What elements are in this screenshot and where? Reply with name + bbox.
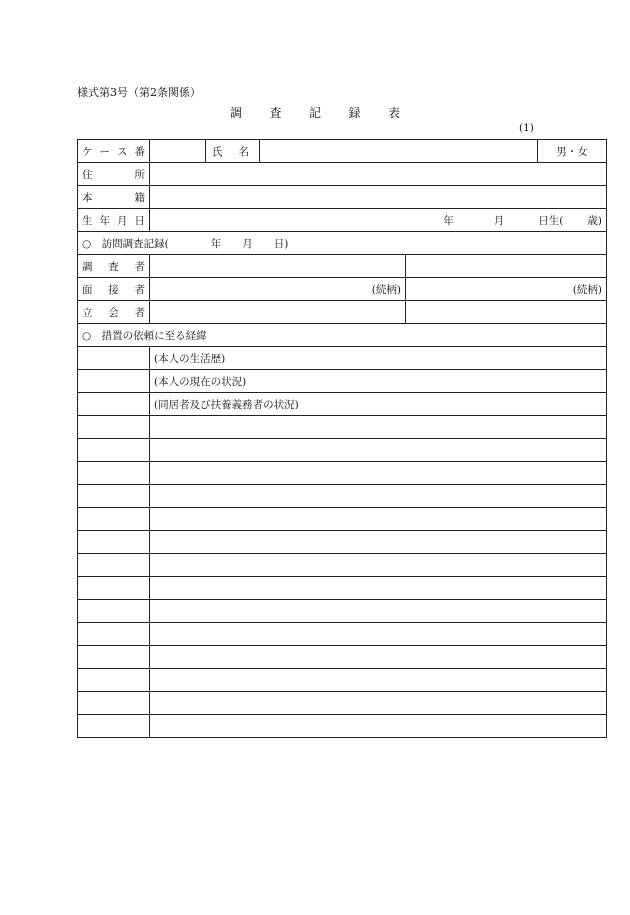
title-char: 調 [230, 106, 243, 120]
process-heading: ○ 措置の依頼に至る経緯 [78, 324, 607, 347]
notes-cell[interactable] [150, 646, 607, 669]
notes-cell[interactable] [150, 600, 607, 623]
notes-row [78, 393, 607, 416]
title-char: 表 [387, 106, 400, 120]
relation-label: (続柄) [371, 283, 401, 296]
record-table [77, 139, 607, 738]
title-char: 録 [348, 106, 361, 120]
domicile-row [78, 186, 607, 209]
notes-left-cell[interactable] [78, 508, 150, 531]
notes-cell[interactable] [150, 439, 607, 462]
address-field[interactable] [150, 163, 607, 186]
dob-month: 月 [493, 214, 505, 227]
cohabitants-cell[interactable] [150, 393, 607, 416]
page-number: (1) [519, 122, 534, 134]
witness-label: 立 会 者 [78, 301, 150, 324]
life-history-cell[interactable] [150, 347, 607, 370]
notes-cell[interactable] [150, 485, 607, 508]
dob-row [78, 209, 607, 232]
interviewee-row [78, 278, 607, 301]
case-no-label: ケ ー ス 番 [78, 140, 150, 163]
notes-left-cell[interactable] [78, 347, 150, 370]
notes-left-cell[interactable] [78, 393, 150, 416]
domicile-field[interactable] [150, 186, 607, 209]
investigator-field-2[interactable] [406, 255, 607, 278]
notes-left-cell[interactable] [78, 485, 150, 508]
visit-heading-row [78, 232, 607, 255]
notes-cell[interactable] [150, 577, 607, 600]
witness-field-1[interactable] [150, 301, 406, 324]
notes-left-cell[interactable] [78, 462, 150, 485]
dob-age: 歳) [587, 214, 602, 227]
witness-row [78, 301, 607, 324]
investigator-field-1[interactable] [150, 255, 406, 278]
case-row [78, 140, 607, 163]
life-history-label: (本人の生活歴) [154, 352, 226, 365]
notes-row [78, 623, 607, 646]
notes-left-cell[interactable] [78, 554, 150, 577]
notes-left-cell[interactable] [78, 692, 150, 715]
notes-row [78, 531, 607, 554]
notes-left-cell[interactable] [78, 531, 150, 554]
notes-left-cell[interactable] [78, 416, 150, 439]
notes-cell[interactable] [150, 508, 607, 531]
dob-year: 年 [443, 214, 454, 227]
address-row [78, 163, 607, 186]
visit-heading: ○ 訪問調査記録( 年 月 日) [78, 232, 607, 255]
current-status-label: (本人の現在の状況) [154, 375, 247, 388]
notes-row [78, 439, 607, 462]
notes-left-cell[interactable] [78, 370, 150, 393]
process-heading-row [78, 324, 607, 347]
notes-row [78, 577, 607, 600]
notes-left-cell[interactable] [78, 600, 150, 623]
interviewee-field-2[interactable] [406, 278, 607, 301]
notes-cell[interactable] [150, 669, 607, 692]
name-label: 氏 名 [206, 140, 260, 163]
notes-left-cell[interactable] [78, 646, 150, 669]
address-label: 住 所 [78, 163, 150, 186]
notes-row [78, 692, 607, 715]
notes-cell[interactable] [150, 692, 607, 715]
notes-cell[interactable] [150, 623, 607, 646]
form-id: 様式第3号（第2条関係） [77, 86, 201, 99]
notes-row [78, 508, 607, 531]
dob-day: 日生( [538, 214, 564, 227]
domicile-label: 本 籍 [78, 186, 150, 209]
dob-label: 生 年 月 日 [78, 209, 150, 232]
notes-cell[interactable] [150, 554, 607, 577]
notes-left-cell[interactable] [78, 715, 150, 738]
notes-cell[interactable] [150, 531, 607, 554]
investigator-row [78, 255, 607, 278]
notes-row [78, 416, 607, 439]
witness-field-2[interactable] [406, 301, 607, 324]
notes-row [78, 715, 607, 738]
cohabitants-label: (同居者及び扶養義務者の状況) [154, 398, 299, 411]
name-field[interactable] [260, 140, 538, 163]
sex-field[interactable]: 男・女 [538, 140, 607, 163]
notes-row [78, 347, 607, 370]
notes-left-cell[interactable] [78, 669, 150, 692]
notes-row [78, 485, 607, 508]
notes-cell[interactable] [150, 462, 607, 485]
notes-left-cell[interactable] [78, 577, 150, 600]
notes-row [78, 600, 607, 623]
notes-cell[interactable] [150, 416, 607, 439]
interviewee-label: 面 接 者 [78, 278, 150, 301]
notes-left-cell[interactable] [78, 439, 150, 462]
investigator-label: 調 査 者 [78, 255, 150, 278]
dob-field[interactable] [150, 209, 607, 232]
current-status-cell[interactable] [150, 370, 607, 393]
notes-row [78, 554, 607, 577]
case-no-field[interactable] [150, 140, 206, 163]
title-char: 記 [308, 106, 321, 120]
notes-row [78, 370, 607, 393]
notes-row [78, 669, 607, 692]
notes-row [78, 462, 607, 485]
notes-left-cell[interactable] [78, 623, 150, 646]
interviewee-field-1[interactable] [150, 278, 406, 301]
relation-label: (続柄) [572, 283, 602, 296]
notes-cell[interactable] [150, 715, 607, 738]
title-char: 査 [269, 106, 282, 120]
form-title [230, 104, 400, 121]
notes-row [78, 646, 607, 669]
